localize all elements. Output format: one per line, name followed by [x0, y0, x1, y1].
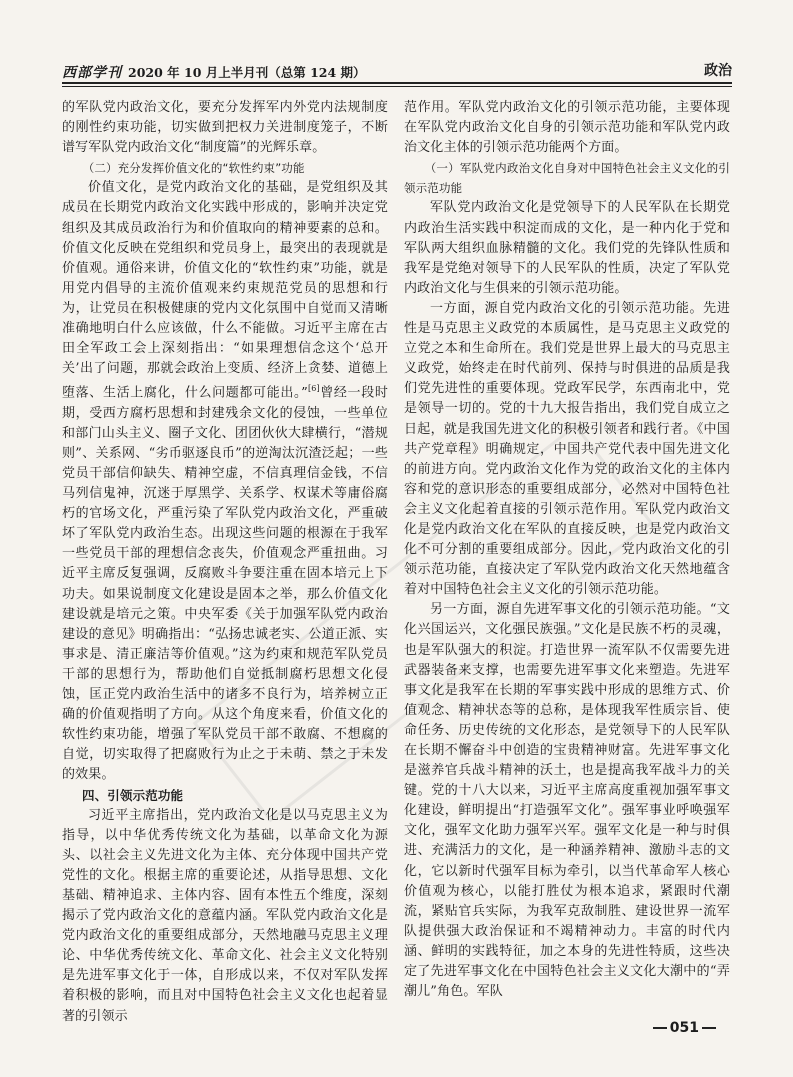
journal-info: [62, 62, 366, 82]
paragraph-text: 价值文化，是党内政治文化的基础，是党组织及其成员在长期党内政治文化实践中形成的，影响并决定党组织及其成员政治行为和价值取向的精神要素的总和。价值文化反映在党组织和党员身上，最突出的表现就是价值观。通俗来讲，价值文化的“软性约束”功能，就是用党内倡导的主流价值观来约束规范党员的思想和行为，让党员在积极健康的党内文化氛围中自觉而又清晰准确地明白什么应该做，什么不能做。习近平主席在古田全军政工会上深刻指出：“如果理想信念这个‘总开关’出了问题，那就会政治上变质、经济上贪婪、道德上堕落、生活上腐化，什么问题都可能出。”: [62, 180, 388, 401]
paragraph: 范作用。军队党内政治文化的引领示范功能，主要体现在军队党内政治文化自身的引领示范功能和军队党内政治文化主体的引领示范功能两个方面。: [404, 100, 730, 156]
header-rule-thin: [62, 86, 732, 87]
paragraph: 习近平主席指出，党内政治文化是以马克思主义为指导，以中华优秀传统文化为基础，以革命文化为源头、以社会主义先进文化为主体、充分体现中国共产党党性的文化。根据主席的重要论述，从指导思想、文化基础、精神追求、主体内容、固有本性五个维度，深刻揭示了党内政治文化的意蕴内涵。军队党内政治文化是党内政治文化的重要组成部分，天然地融马克思主义理论、中华优秀传统文化、革命文化、社会主义文化特别是先进军事文化于一体，自形成以来，不仅对军队发挥着积极的影响，而且对中国特色社会主义文化也起着显著的引领示: [62, 807, 388, 1024]
left-column: [62, 98, 388, 1027]
paragraph: 另一方面，源自先进军事文化的引领示范功能。“文化兴国运兴，文化强民族强。”文化是民族不朽的灵魂，也是军队强大的积淀。打造世界一流军队不仅需要先进武器装备来支撑，也需要先进军事文化来塑造。先进军事文化是我军在长期的军事实践中形成的思维方式、价值观念、精神状态等的总称，是体现我军性质宗旨、使命任务、历史传统的文化形态，是党领导下的人民军队在长期不懈奋斗中创造的宝贵精神财富。先进军事文化是滋养官兵战斗精神的沃土，也是提高我军战斗力的关键。党的十八大以来，习近平主席高度重视加强军事文化建设，鲜明提出“打造强军文化”。强军事业呼唤强军文化，强军文化助力强军兴军。强军文化是一种与时俱进、充满活力的文化，是一种涵养精神、激励斗志的文化，它以新时代强军目标为牵引，以当代革命军人核心价值观为核心，以能打胜仗为根本追求，紧跟时代潮流，紧贴官兵实际，为我军克敌制胜、建设世界一流军队提供强大政治保证和不竭精神动力。丰富的时代内涵、鲜明的实践特征，加之本身的先进性特质，这些决定了先进军事文化在中国特色社会主义文化大潮中的“弄潮儿”角色。军队: [404, 602, 730, 1000]
paragraph: 一方面，源自党内政治文化的引领示范功能。先进性是马克思主义政党的本质属性，是马克思主义政党的立党之本和生命所在。我们党是世界上最大的马克思主义政党，始终走在时代前列、保持与时俱进的品质是我们党先进性的重要体现。党政军民学，东西南北中，党是领导一切的。党的十九大报告指出，我们党自成立之日起，就是我国先进文化的积极引领者和践行者。《中国共产党章程》明确规定，中国共产党代表中国先进文化的前进方向。党内政治文化作为党的政治文化的主体内容和党的意识形态的重要组成部分，必然对中国特色社会主义文化起着直接的引领示范作用。军队党内政治文化是党内政治文化在军队的直接反映，也是党内政治文化不可分割的重要组成部分。因此，党内政治文化的引领示范功能，直接决定了军队党内政治文化天然地蕴含着对中国特色社会主义文化的引领示范功能。: [404, 300, 730, 598]
subsection-heading: （二）充分发挥价值文化的“软性约束”功能: [82, 161, 305, 176]
page-number: [650, 1020, 719, 1036]
section-name: 政治: [704, 63, 732, 79]
page-number-dash: [653, 1027, 667, 1029]
journal-logo: 西部学刊: [62, 65, 122, 81]
paragraph: 的军队党内政治文化，要充分发挥军内外党内法规制度的刚性约束功能，切实做到把权力关进制度笼子，不断谱写军队党内政治文化“制度篇”的光辉乐章。: [62, 100, 388, 156]
paragraph: [62, 178, 388, 785]
paragraph-text: 曾经一段时期，受西方腐朽思想和封建残余文化的侵蚀，一些单位和部门山头主义、圈子文化、团团伙伙大肆横行，“潜规则”、关系网、“劣币驱逐良币”的逆淘汰沉渣泛起；一些党员干部信仰缺失、精神空虚，不信真理信金钱，不信马列信鬼神，沉迷于厚黑学、关系学、权谋术等庸俗腐朽的官场文化，严重污染了军队党内政治文化，严重破坏了军队党内政治生态。出现这些问题的根源在于我军一些党员干部的理想信念丧失，价值观念严重扭曲。习近平主席反复强调，反腐败斗争要注重在固本培元上下功夫。如果说制度文化建设是固本之举，那么价值文化建设就是培元之策。中央军委《关于加强军队党内政治建设的意见》明确指出：“弘扬忠诚老实、公道正派、实事求是、清正廉洁等价值观。”这为约束和规范军队党员干部的思想行为，帮助他们自觉抵制腐朽思想文化侵蚀，匡正党内政治生活中的诸多不良行为，培养树立正确的价值观指明了方向。从这个角度来看，价值文化的软性约束功能，增强了军队党员干部不敢腐、不想腐的自觉，切实取得了把腐败行为止之于未萌、禁之于未发的效果。: [62, 385, 388, 783]
page-number-dash: [702, 1027, 716, 1029]
page-number-value: 051: [669, 1020, 699, 1036]
citation: [6]: [307, 384, 320, 394]
right-column: [404, 98, 730, 1002]
running-header: [62, 56, 732, 86]
issue-info: 2020 年 10 月上半月刊（总第 124 期）: [128, 65, 366, 80]
section-heading: 四、引领示范功能: [82, 787, 184, 803]
paragraph: 军队党内政治文化是党领导下的人民军队在长期党内政治生活实践中积淀而成的文化，是一种内化于党和军队两大组织血脉精髓的文化。我们党的先锋队性质和我军是党绝对领导下的人民军队的性质，决定了军队党内政治文化与生俱来的引领示范功能。: [404, 200, 730, 296]
header-rule: [62, 82, 732, 84]
subsection-heading: （一）军队党内政治文化自身对中国特色社会主义文化的引领示范功能: [404, 161, 730, 196]
